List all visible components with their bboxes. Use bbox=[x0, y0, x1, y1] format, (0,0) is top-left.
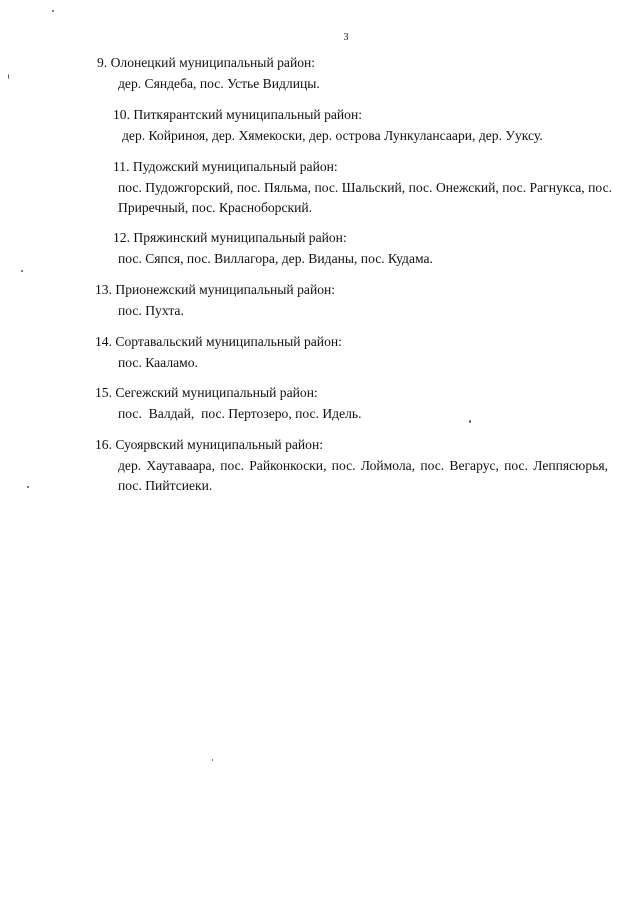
entry-title: 12. Пряжинский муниципальный район: bbox=[113, 230, 347, 245]
entry-body: пос. Кааламо. bbox=[118, 355, 198, 370]
page-number: 3 bbox=[343, 32, 349, 43]
entry-body: дер. Койриноя, дер. Хямекоски, дер. острова Лункулансаари, дер. Ууксу. bbox=[122, 128, 543, 143]
entry-title: 11. Пудожский муниципальный район: bbox=[113, 159, 338, 174]
scan-speck bbox=[52, 10, 54, 12]
scan-speck bbox=[212, 759, 213, 761]
scan-speck bbox=[469, 420, 471, 423]
entry-title: 16. Суоярвский муниципальный район: bbox=[95, 437, 324, 452]
entry-title: 10. Питкярантский муниципальный район: bbox=[113, 107, 363, 122]
entry-title: 9. Олонецкий муниципальный район: bbox=[97, 55, 316, 70]
scan-speck bbox=[21, 270, 23, 272]
entry-body: пос. Пухта. bbox=[118, 303, 184, 318]
entry-body: пос. Валдай, пос. Пертозеро, пос. Идель. bbox=[118, 406, 362, 421]
entry-body: дер. Сяндеба, пос. Устье Видлицы. bbox=[118, 76, 320, 91]
entry-title: 14. Сортавальский муниципальный район: bbox=[95, 334, 342, 349]
entry-body: пос. Сяпся, пос. Виллагора, дер. Виданы, пос. Кудама. bbox=[118, 251, 433, 266]
scan-speck bbox=[8, 74, 9, 79]
entry-body: пос. Пудожгорский, пос. Пяльма, пос. Шальский, пос. Онежский, пос. Рагнукса, пос. Приречный, пос. Красноборский. bbox=[118, 180, 612, 215]
entry-body: дер. Хаутаваара, пос. Райконкоски, пос. Лоймола, пос. Вегарус, пос. Леппясюрья, пос. Пийтсиеки. bbox=[118, 458, 608, 493]
scan-speck bbox=[27, 486, 29, 488]
entry-title: 13. Прионежский муниципальный район: bbox=[95, 282, 336, 297]
entry-title: 15. Сегежский муниципальный район: bbox=[95, 385, 318, 400]
